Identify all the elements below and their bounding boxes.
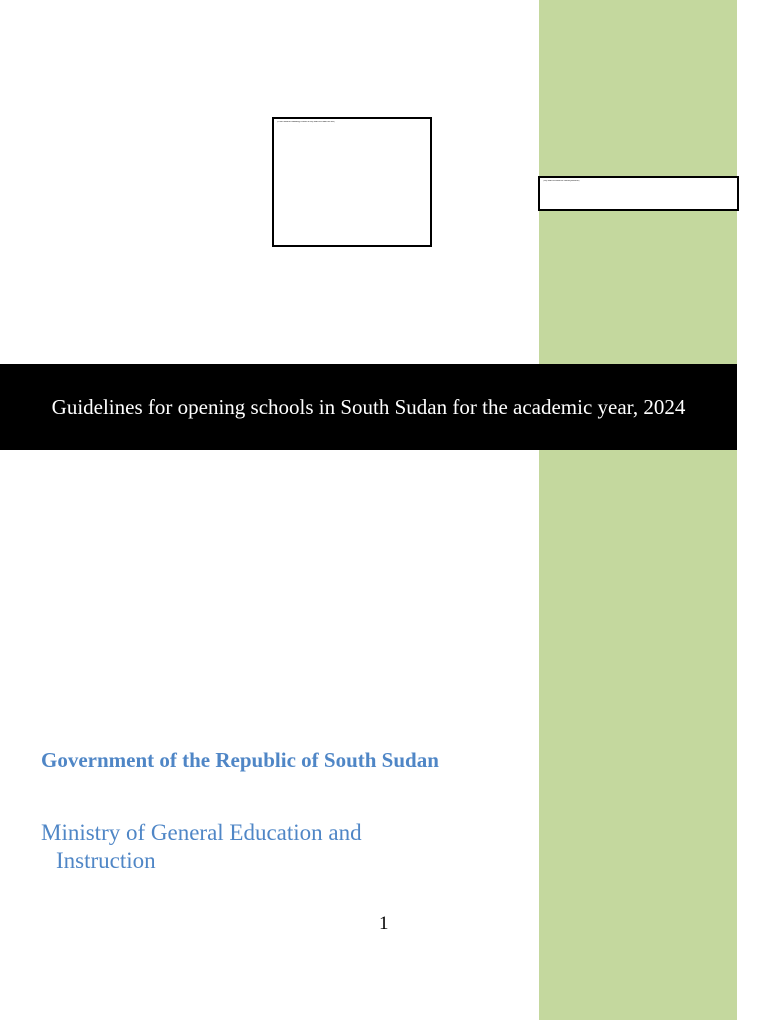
- ministry-heading: [41, 819, 481, 875]
- sidebar-box-text: [Very small text about the sidebar placement]: [543, 180, 580, 182]
- placeholder-box-text: [A note about the formatting is shown in very small text inside this box]: [277, 121, 335, 123]
- government-heading: Government of the Republic of South Sudan: [41, 748, 439, 772]
- title-banner: [0, 364, 737, 450]
- document-title: Guidelines for opening schools in South Sudan for the academic year, 2024: [51, 394, 686, 419]
- page-number: 1: [379, 913, 389, 934]
- sidebar-green-strip: [539, 0, 737, 1020]
- ministry-line-2: Instruction: [56, 848, 156, 873]
- ministry-line-1: Ministry of General Education and: [41, 820, 362, 845]
- placeholder-text-box: [272, 117, 432, 247]
- sidebar-text-box: [538, 176, 739, 211]
